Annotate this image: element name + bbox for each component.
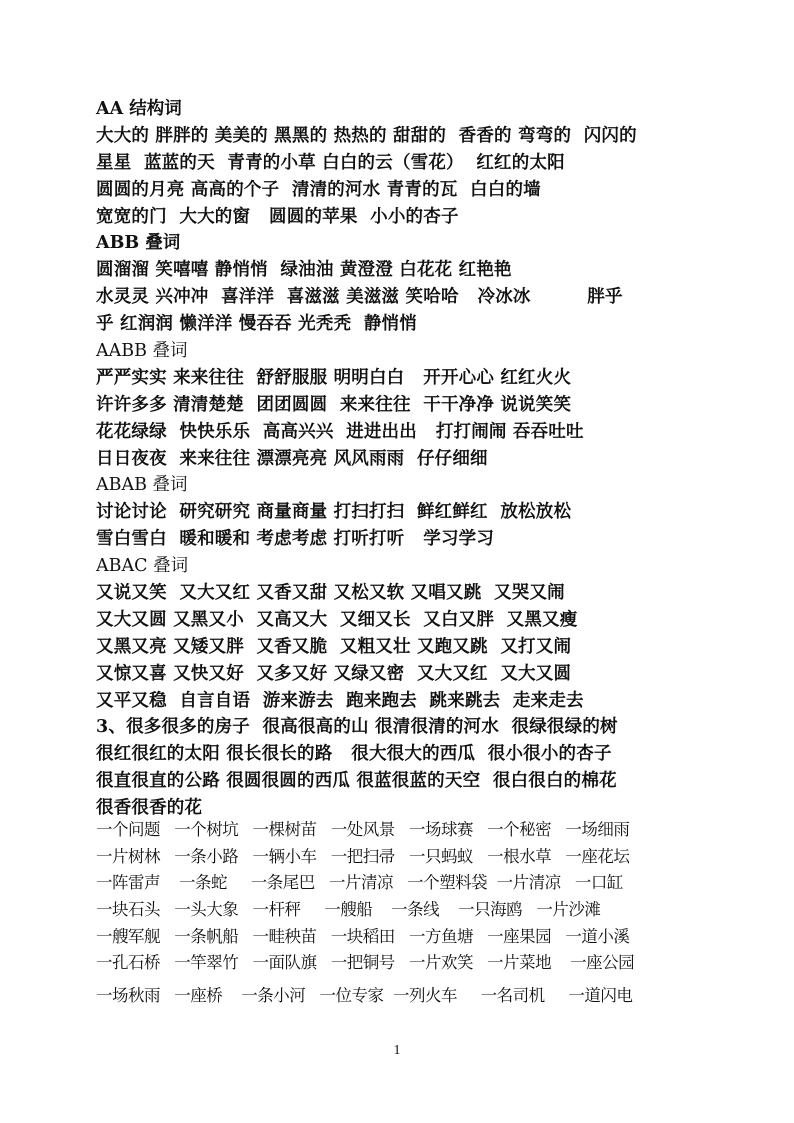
text-line: 一块石头 一头大象 一杆秤 一艘船 一条线 一只海鸥 一片沙滩 [96, 900, 601, 920]
page-number: 1 [393, 1043, 401, 1058]
text-line: 水灵灵 兴冲冲 喜洋洋 喜滋滋 美滋滋 笑哈哈 冷冰冰 胖乎 [96, 287, 623, 308]
text-line: 又黑又亮 又矮又胖 又香又脆 又粗又壮 又跑又跳 又打又闹 [96, 636, 572, 657]
text-line: 又平又稳 自言自语 游来游去 跑来跑去 跳来跳去 走来走去 [96, 690, 584, 711]
text-line: 很红很红的太阳 很长很长的路 很大很大的西瓜 很小很小的杏子 [96, 744, 612, 765]
text-line: 圆圆的月亮 高高的个子 清清的河水 青青的瓦 白白的墙 [96, 179, 541, 200]
measure-words-block [96, 817, 716, 1010]
section-heading-aabb: AABB 叠词 [96, 341, 188, 362]
text-line: 乎 红润润 懒洋洋 慢吞吞 光秃秃 静悄悄 [96, 314, 417, 335]
text-line: 一个问题 一个树坑 一棵树苗 一处风景 一场球赛 一个秘密 一场细雨 [96, 820, 630, 839]
text-line: 圆溜溜 笑嘻嘻 静悄悄 绿油油 黄澄澄 白花花 红艳艳 [96, 260, 512, 281]
text-line: 一场秋雨 一座桥 一条小河 一位专家 一列火车 一名司机 一道闪电 [96, 986, 633, 1006]
text-line: 星星 蓝蓝的天 青青的小草 白白的云（雪花） 红红的太阳 [96, 152, 565, 173]
text-line: 讨论讨论 研究研究 商量商量 打扫打扫 鲜红鲜红 放松放松 [96, 502, 572, 523]
text-line: 又说又笑 又大又红 又香又甜 又松又软 又唱又跳 又哭又闹 [96, 583, 565, 604]
section-heading-aa: AA 结构词 [96, 99, 182, 119]
text-line: 又大又圆 又黑又小 又高又大 又细又长 又白又胖 又黑又瘦 [96, 609, 578, 630]
text-line: 一孔石桥 一竿翠竹 一面队旗 一把铜号 一片欢笑 一片菜地 一座公园 [96, 953, 635, 973]
section-heading-abb: ABB 叠词 [96, 233, 181, 254]
text-line: 一片树林 一条小路 一辆小车 一把扫帚 一只蚂蚁 一根水草 一座花坛 [96, 846, 630, 866]
text-line: 日日夜夜 来来往往 漂漂亮亮 风风雨雨 仔仔细细 [96, 448, 488, 469]
text-line: 一阵雷声 一条蛇 一条尾巴 一片清凉 一个塑料袋 一片清凉 一口缸 [96, 873, 623, 893]
text-line: 严严实实 来来往往 舒舒服服 明明白白 开开心心 红红火火 [96, 367, 572, 388]
text-line: 大大的 胖胖的 美美的 黑黑的 热热的 甜甜的 香香的 弯弯的 闪闪的 [96, 125, 637, 146]
text-line: 3、很多很多的房子 很高很高的山 很清很清的河水 很绿很绿的树 [96, 717, 618, 738]
text-line: 宽宽的门 大大的窗 圆圆的苹果 小小的杏子 [96, 206, 459, 227]
section-heading-abab: ABAB 叠词 [96, 475, 188, 496]
text-line: 又惊又喜 又快又好 又多又好 又绿又密 又大又红 又大又圆 [96, 663, 572, 684]
section-heading-abac: ABAC 叠词 [96, 556, 189, 577]
text-line: 很香很香的花 [96, 798, 203, 819]
text-line: 一艘军舰 一条帆船 一畦秧苗 一块稻田 一方鱼塘 一座果园 一道小溪 [96, 926, 630, 946]
text-line: 很直很直的公路 很圆很圆的西瓜 很蓝很蓝的天空 很白很白的棉花 [96, 771, 617, 792]
document-body [96, 96, 716, 822]
text-line: 花花绿绿 快快乐乐 高高兴兴 进进出出 打打闹闹 吞吞吐吐 [96, 421, 584, 442]
text-line: 雪白雪白 暖和暖和 考虑考虑 打听打听 学习学习 [96, 529, 495, 550]
text-line: 许许多多 清清楚楚 团团圆圆 来来往往 干干净净 说说笑笑 [96, 394, 572, 415]
